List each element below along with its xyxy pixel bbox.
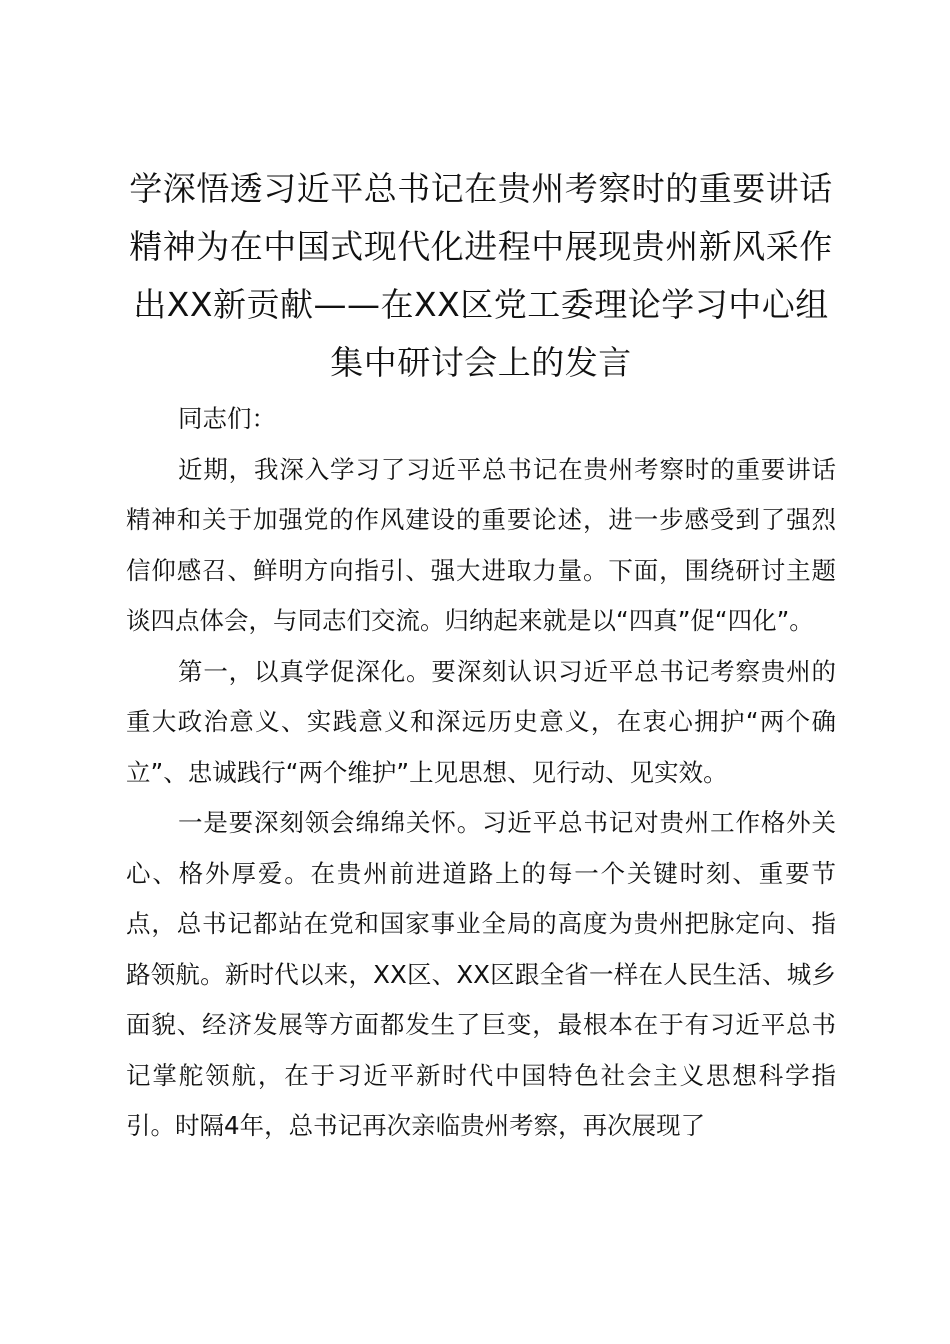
paragraph-intro: 近期，我深入学习了习近平总书记在贵州考察时的重要讲话精神和关于加强党的作风建设的重要论述，进一步感受到了强烈信仰感召、鲜明方向指引、强大进取力量。下面，围绕研讨主题谈四点体会，与同志们交流。归纳起来就是以“四真”促“四化”。	[126, 454, 836, 635]
salutation: 同志们：	[178, 404, 276, 433]
document-title: 学深悟透习近平总书记在贵州考察时的重要讲话精神为在中国式现代化进程中展现贵州新风采作出XX新贡献——在XX区党工委理论学习中心组集中研讨会上的发言	[129, 169, 833, 382]
paragraph-sub-point-one: 一是要深刻领会绵绵关怀。习近平总书记对贵州工作格外关心、格外厚爱。在贵州前进道路上的每一个关键时刻、重要节点，总书记都站在党和国家事业全局的高度为贵州把脉定向、指路领航。新时代以来，XX区、XX区跟全省一样在人民生活、城乡面貌、经济发展等方面都发生了巨变，最根本在于有习近平总书记掌舵领航，在于习近平新时代中国特色社会主义思想科学指引。时隔4年，总书记再次亲临贵州考察，再次展现了	[126, 808, 836, 1140]
document-page	[126, 160, 836, 1152]
paragraph-first-point: 第一，以真学促深化。要深刻认识习近平总书记考察贵州的重大政治意义、实践意义和深远历史意义，在衷心拥护“两个确立”、忠诚践行“两个维护”上见思想、见行动、见实效。	[126, 656, 836, 787]
